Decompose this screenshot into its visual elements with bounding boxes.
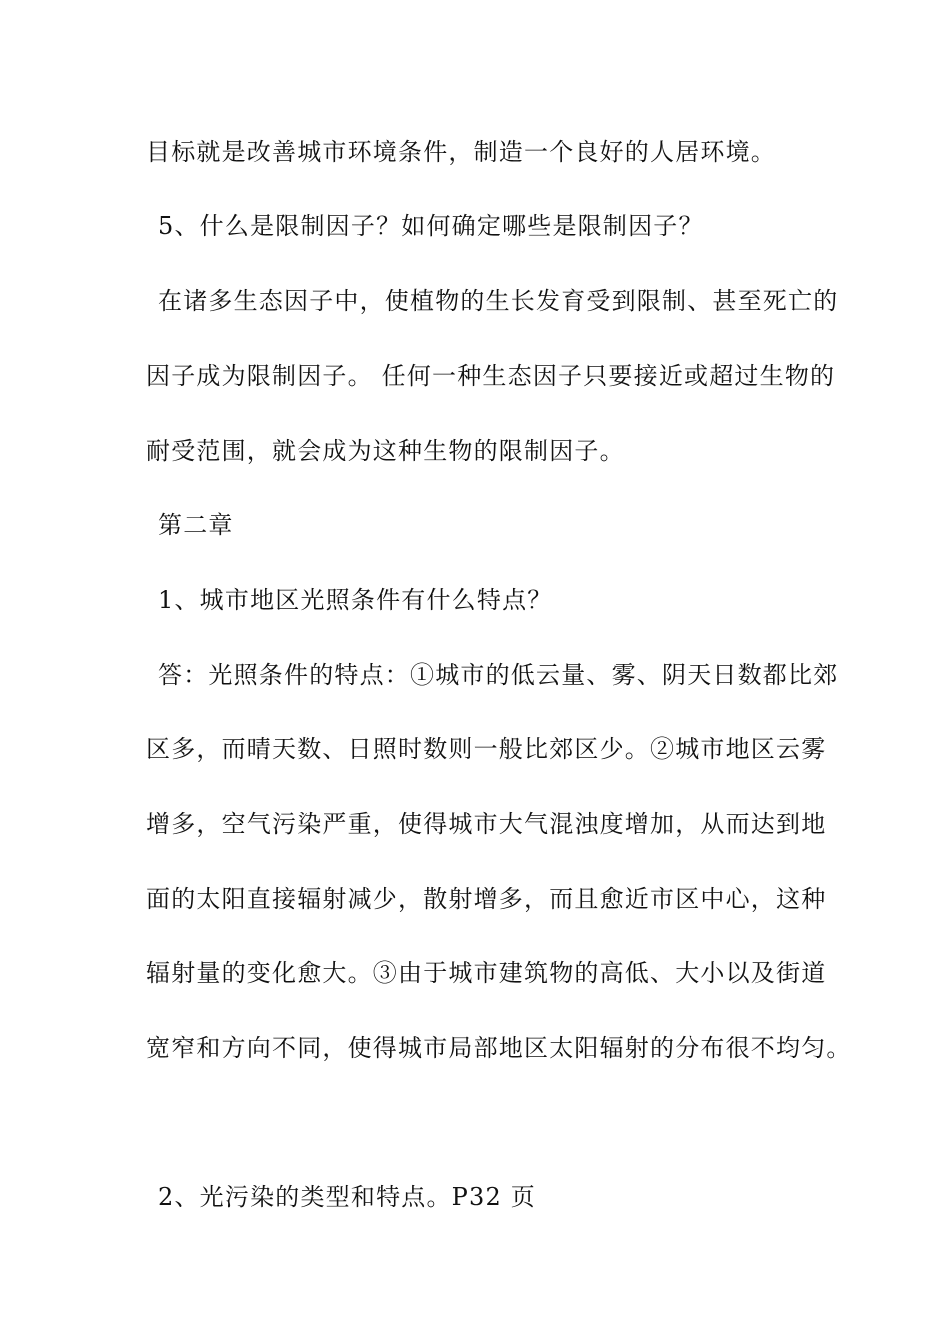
- answer-line: 答：光照条件的特点：①城市的低云量、雾、阴天日数都比郊: [158, 661, 839, 689]
- paragraph-line: 因子成为限制因子。 任何一种生态因子只要接近或超过生物的: [146, 362, 836, 390]
- answer-line: 区多，而晴天数、日照时数则一般比郊区少。②城市地区云雾: [146, 735, 827, 763]
- answer-line: 宽窄和方向不同，使得城市局部地区太阳辐射的分布很不均匀。: [146, 1034, 852, 1062]
- answer-line: 增多，空气污染严重，使得城市大气混浊度增加，从而达到地: [146, 810, 827, 838]
- paragraph-line: 在诸多生态因子中，使植物的生长发育受到限制、甚至死亡的: [158, 287, 839, 315]
- question-5-heading: 5、什么是限制因子？如何确定哪些是限制因子？: [158, 212, 704, 240]
- paragraph-line: 耐受范围，就会成为这种生物的限制因子。: [146, 437, 625, 465]
- question-2-heading: 2、光污染的类型和特点。P32 页: [158, 1183, 536, 1211]
- chapter-heading: 第二章: [158, 511, 234, 539]
- answer-line: 辐射量的变化愈大。③由于城市建筑物的高低、大小以及街道: [146, 959, 827, 987]
- paragraph-line: 目标就是改善城市环境条件，制造一个良好的人居环境。: [146, 138, 776, 166]
- answer-line: 面的太阳直接辐射减少，散射增多，而且愈近市区中心，这种: [146, 885, 827, 913]
- question-1-heading: 1、城市地区光照条件有什么特点？: [158, 586, 553, 614]
